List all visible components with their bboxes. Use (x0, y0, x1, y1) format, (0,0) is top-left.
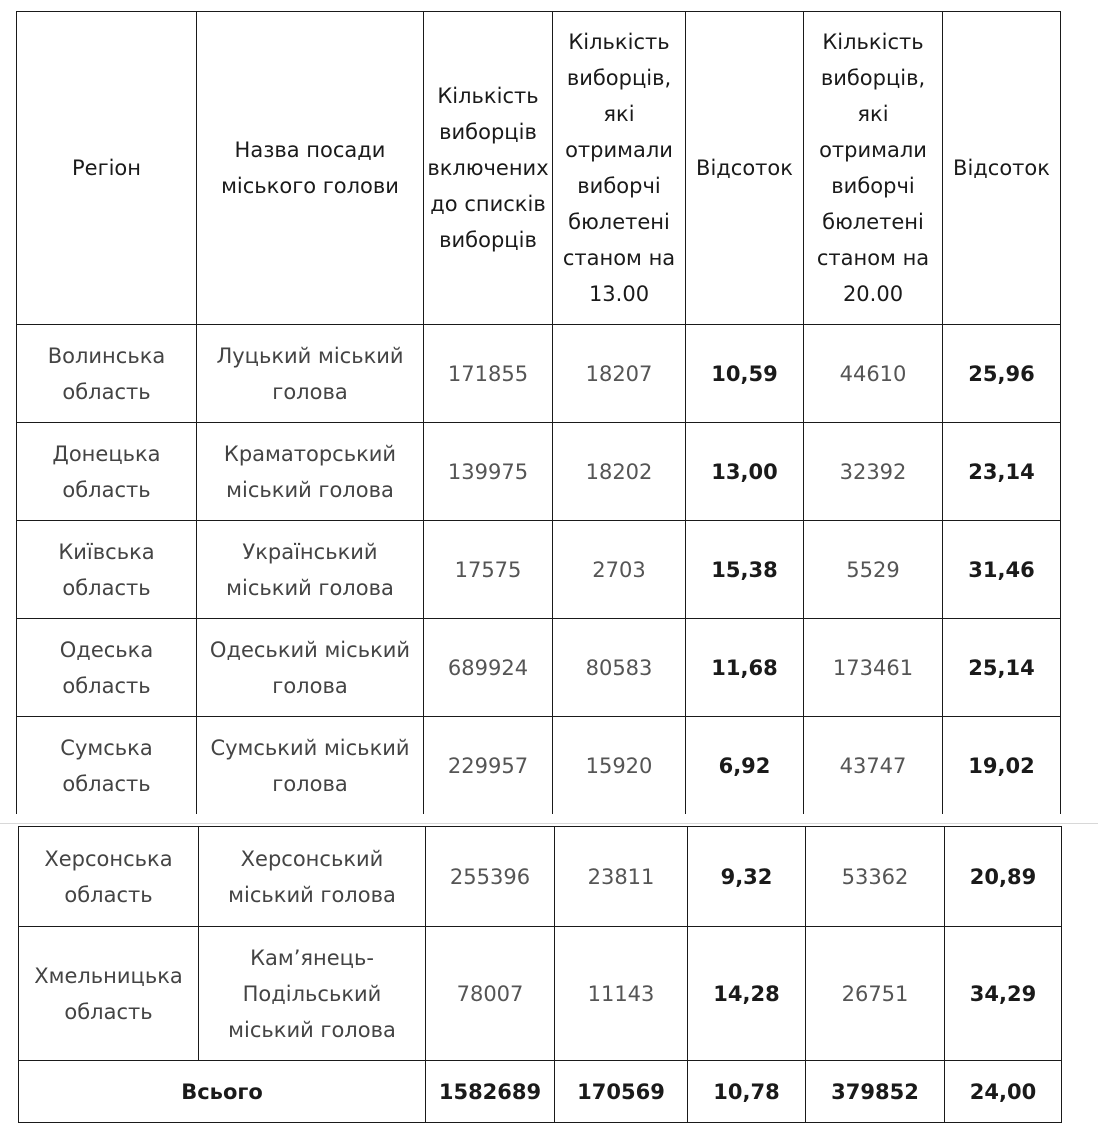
position-cell: Сумський міський голова (197, 717, 424, 815)
pct-20-cell: 20,89 (945, 827, 1062, 927)
ballots-13-cell: 15920 (553, 717, 686, 815)
region-cell: Волинська область (17, 325, 197, 423)
page-separator (0, 823, 1098, 824)
position-cell: Український міський голова (197, 521, 424, 619)
ballots-13-cell: 23811 (555, 827, 688, 927)
pct-20-cell: 31,46 (943, 521, 1061, 619)
voters-cell: 78007 (426, 927, 555, 1061)
total-ballots-20: 379852 (806, 1061, 945, 1123)
region-cell: Хмельницька область (19, 927, 199, 1061)
total-pct-20: 24,00 (945, 1061, 1062, 1123)
voters-cell: 171855 (424, 325, 553, 423)
table-row (17, 423, 1061, 521)
pct-20-cell: 25,96 (943, 325, 1061, 423)
region-cell: Донецька область (17, 423, 197, 521)
header-voters: Кількість виборців включених до списків виборців (424, 12, 553, 325)
ballots-20-cell: 32392 (804, 423, 943, 521)
ballots-13-cell: 18202 (553, 423, 686, 521)
total-ballots-13: 170569 (555, 1061, 688, 1123)
region-cell: Сумська область (17, 717, 197, 815)
table-row (17, 325, 1061, 423)
region-cell: Київська область (17, 521, 197, 619)
ballots-20-cell: 5529 (804, 521, 943, 619)
pct-20-cell: 19,02 (943, 717, 1061, 815)
total-row (19, 1061, 1062, 1123)
voters-cell: 255396 (426, 827, 555, 927)
pct-13-cell: 10,59 (686, 325, 804, 423)
position-cell: Херсонський міський голова (199, 827, 426, 927)
pct-13-cell: 9,32 (688, 827, 806, 927)
table-row (17, 619, 1061, 717)
position-cell: Краматорський міський голова (197, 423, 424, 521)
table-row (19, 827, 1062, 927)
ballots-13-cell: 18207 (553, 325, 686, 423)
header-pct-20: Відсоток (943, 12, 1061, 325)
ballots-13-cell: 2703 (553, 521, 686, 619)
table-row (17, 717, 1061, 815)
voters-cell: 229957 (424, 717, 553, 815)
ballots-20-cell: 53362 (806, 827, 945, 927)
table-row (17, 521, 1061, 619)
turnout-table-part-2 (18, 826, 1062, 1123)
voters-cell: 139975 (424, 423, 553, 521)
region-cell: Херсонська область (19, 827, 199, 927)
ballots-20-cell: 43747 (804, 717, 943, 815)
total-voters: 1582689 (426, 1061, 555, 1123)
header-pct-13: Відсоток (686, 12, 804, 325)
header-position: Назва посади міського голови (197, 12, 424, 325)
turnout-table-part-1 (16, 11, 1061, 814)
ballots-20-cell: 173461 (804, 619, 943, 717)
pct-20-cell: 25,14 (943, 619, 1061, 717)
ballots-13-cell: 80583 (553, 619, 686, 717)
table-row (19, 927, 1062, 1061)
pct-13-cell: 15,38 (686, 521, 804, 619)
header-ballots-20: Кількість виборців, які отримали виборчі бюлетені станом на 20.00 (804, 12, 943, 325)
ballots-13-cell: 11143 (555, 927, 688, 1061)
pct-13-cell: 14,28 (688, 927, 806, 1061)
total-label: Всього (19, 1061, 426, 1123)
pct-20-cell: 23,14 (943, 423, 1061, 521)
header-region: Регіон (17, 12, 197, 325)
pct-20-cell: 34,29 (945, 927, 1062, 1061)
header-row (17, 12, 1061, 325)
ballots-20-cell: 44610 (804, 325, 943, 423)
ballots-20-cell: 26751 (806, 927, 945, 1061)
position-cell: Луцький міський голова (197, 325, 424, 423)
pct-13-cell: 11,68 (686, 619, 804, 717)
region-cell: Одеська область (17, 619, 197, 717)
voters-cell: 689924 (424, 619, 553, 717)
voters-cell: 17575 (424, 521, 553, 619)
pct-13-cell: 13,00 (686, 423, 804, 521)
position-cell: Одеський міський голова (197, 619, 424, 717)
position-cell: Кам’янець-Подільський міський голова (199, 927, 426, 1061)
header-ballots-13: Кількість виборців, які отримали виборчі бюлетені станом на 13.00 (553, 12, 686, 325)
total-pct-13: 10,78 (688, 1061, 806, 1123)
pct-13-cell: 6,92 (686, 717, 804, 815)
